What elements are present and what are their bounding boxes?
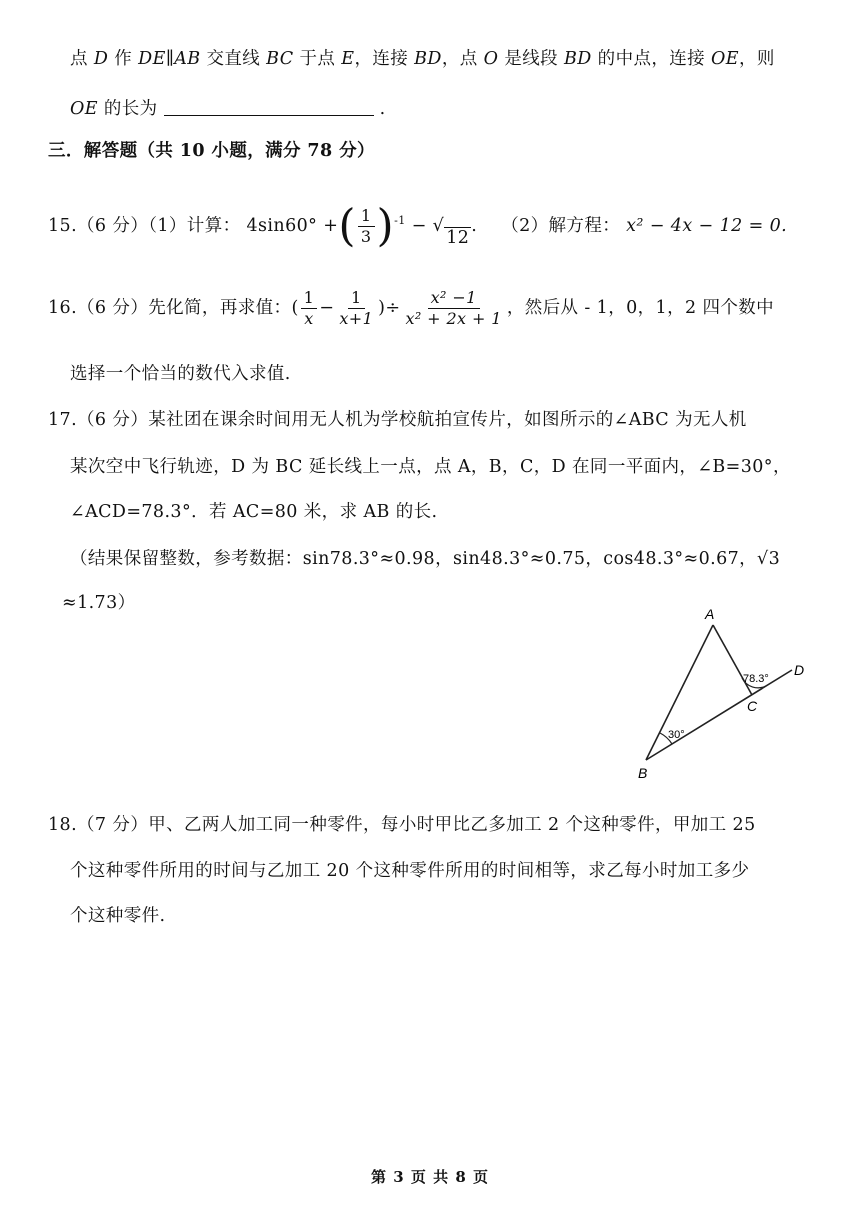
var: O [483,49,499,69]
question-16-line-2: 选择一个恰当的数代入求值. [70,364,291,384]
answer-blank[interactable] [164,97,374,116]
fraction-x2-1 [402,288,504,329]
angle-label-acd: 78.3° [743,673,769,685]
frac-num: 1 [358,206,375,227]
exponent: -1 [394,214,406,228]
page-number: 第 3 页 共 8 页 [371,1168,489,1186]
text: ，然后从 - 1，0，1，2 四个数中 [506,298,775,318]
text: 是线段 [498,49,564,69]
frac-den: x [304,309,314,328]
text: 于点 [293,49,342,69]
frac-den: x+1 [339,309,374,328]
text: ，连接 [354,49,415,69]
var: OE [711,49,739,69]
equation: x² − 4x − 12 = 0. [626,216,788,236]
text: ，点 [441,49,484,69]
var: OE [70,99,98,119]
var: BC [266,49,294,69]
var: E [341,49,355,69]
frac-den: 3 [360,227,372,246]
question-15 [48,200,788,252]
section-heading: 三．解答题（共 10 小题，满分 78 分） [48,141,375,161]
question-label: 16.（6 分）先化简，再求值： [48,298,292,318]
text: 的中点，连接 [591,49,712,69]
point-label-c: C [747,698,758,714]
question-18-line-1: 18.（7 分）甲、乙两人加工同一种零件，每小时甲比乙多加工 2 个这种零件，甲加工 25 [48,815,756,835]
text: 点 [70,49,94,69]
fraction-1-over-x [301,288,318,329]
fraction-1-over-x-plus-1 [336,288,376,329]
sqrt-twelve [433,204,472,248]
frac-num: 1 [348,288,365,309]
question-part-label: （2）解方程： [501,216,621,236]
paren-right: ) [376,200,395,252]
frac-num: 1 [301,288,318,309]
text: . [471,216,478,236]
text: 交直线 [200,49,267,69]
frac-num: x² −1 [428,288,480,309]
point-label-d: D [794,662,805,678]
point-label-b: B [638,765,648,781]
question-label: 15.（6 分）（1）计算： [48,216,241,236]
question-16 [48,286,774,330]
math-op: − [319,298,335,318]
triangle-figure [630,600,830,790]
sqrt-icon: √ [432,216,445,236]
var: D [93,49,109,69]
text: 的长为 [97,99,158,119]
angle-label-b: 30° [668,729,685,741]
frac-den: x² + 2x + 1 [405,309,502,328]
math-op: + [323,216,339,236]
paren-right: )÷ [378,298,401,318]
question-18-line-2: 个这种零件所用的时间与乙加工 20 个这种零件所用的时间相等，求乙每小时加工多少 [70,861,750,881]
var: BD [564,49,592,69]
paren-left: ( [338,200,356,252]
math-op: − [411,216,427,236]
question-17-line-4: （结果保留整数，参考数据：sin78.3°≈0.98，sin48.3°≈0.75，cos48.3°≈0.67，√3 [70,549,781,569]
var: DE∥AB [138,49,201,69]
text: 作 [108,49,139,69]
radicand: 12 [446,228,470,248]
fraction-one-third [358,206,375,247]
prev-question-line-1 [70,47,775,71]
text: . [379,99,386,119]
paren-left: ( [291,298,299,318]
question-18-line-3: 个这种零件. [70,906,166,926]
question-17-line-2: 某次空中飞行轨迹，D 为 BC 延长线上一点，点 A，B，C，D 在同一平面内，∠B=30°， [70,457,791,477]
prev-question-line-2 [70,97,386,121]
math-term: 4sin60° [246,216,318,236]
question-17-line-1: 17.（6 分）某社团在课余时间用无人机为学校航拍宣传片，如图所示的∠ABC 为无人机 [48,410,747,430]
question-17-line-5: ≈1.73） [62,593,136,613]
question-17-line-3: ∠ACD=78.3°．若 AC=80 米，求 AB 的长. [70,502,438,522]
point-label-a: A [705,606,715,622]
text: ，则 [738,49,775,69]
var: BD [414,49,442,69]
